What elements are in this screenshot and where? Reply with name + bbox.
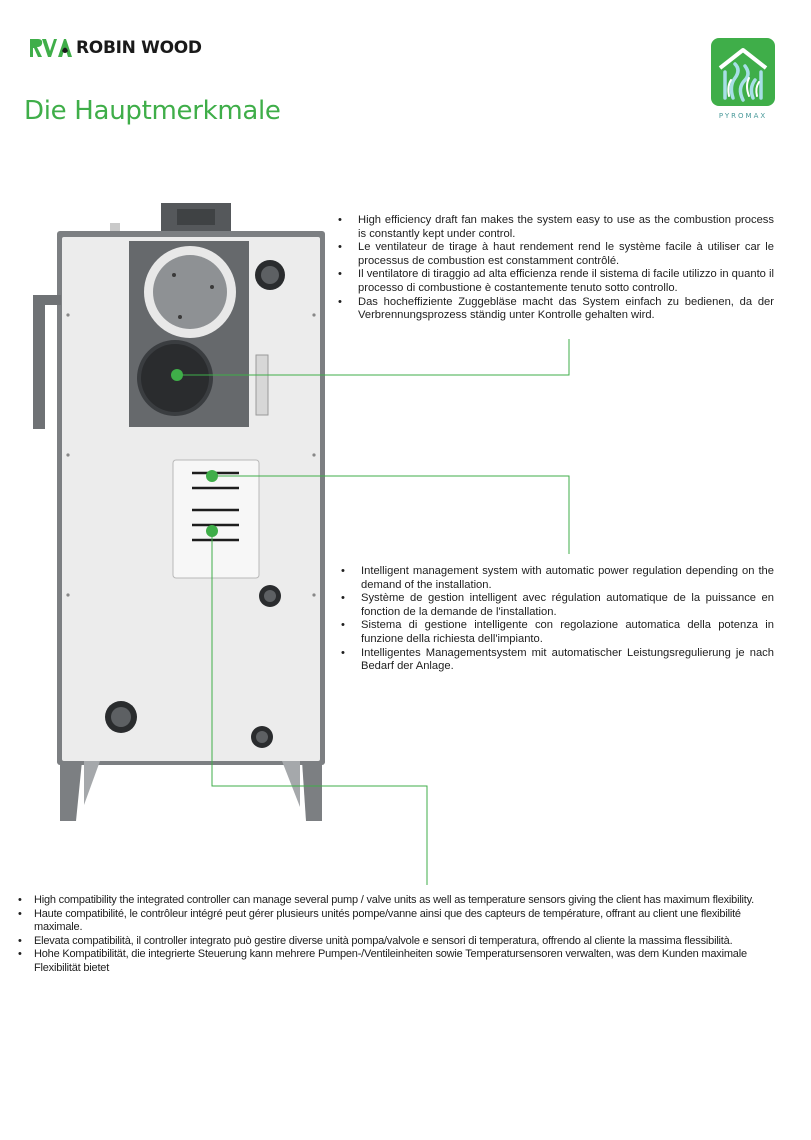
robin-wood-logo [28, 34, 202, 62]
controller-box [173, 460, 259, 578]
leg-right [302, 761, 322, 821]
list-item: • Elevata compatibilità, il controller integrato può gestire diverse unità pompa/valvole e sensori di temperatura, offrendo al cliente la massima flessibilità. [18, 934, 733, 947]
list-item: • Intelligentes Managementsystem mit automatischer Leistungsregulierung je nach Bedarf der Anlage. [341, 646, 774, 673]
fan-feature-list [334, 214, 774, 323]
list-item: • Sistema di gestione intelligente con regolazione automatica della potenza in funzione della richiesta dell'impianto. [341, 619, 774, 645]
list-item: • High efficiency draft fan makes the system easy to use as the combustion process is constantly kept under control. [338, 214, 774, 240]
robin-wood-mark-icon [28, 35, 72, 61]
page-title: Die Hauptmerkmale [24, 96, 281, 126]
pyromax-logo-icon [711, 38, 775, 120]
brand-name: ROBIN WOOD [76, 38, 202, 58]
leg-left [60, 761, 82, 821]
list-item: • Das hocheffiziente Zuggebläse macht das System einfach zu bedienen, da der Verbrennungsprozess ständig unter Kontrolle gehalten wird. [338, 295, 774, 322]
list-item: • High compatibility the integrated controller can manage several pump / valve units as well as temperature sensors giving the client has maximum flexibility. [18, 894, 755, 906]
list-item: • Système de gestion intelligent avec régulation automatique de la puissance en fonction de la demande de l'installation. [341, 592, 774, 618]
pyromax-label: PYROMAX [718, 112, 768, 120]
list-item: • Le ventilateur de tirage à haut rendement rend le système facile à utiliser car le processus de combustion est constamment contrôlé. [338, 241, 774, 267]
list-item: • Hohe Kompatibilität, die integrierte Steuerung kann mehrere Pumpen-/Ventileinheiten sowie Temperatursensoren verwalten, was dem Kunden maximale Flexibilität bietet [18, 948, 747, 974]
management-feature-list [337, 565, 774, 674]
list-item: • Il ventilatore di tiraggio ad alta efficienza rende il sistema di facile utilizzo in quanto il processo di combustione è costantemente tenuto sotto controllo. [338, 268, 774, 294]
side-pipe [33, 303, 45, 429]
list-item: • Intelligent management system with automatic power regulation depending on the demand of the installation. [341, 565, 774, 591]
compatibility-feature-list [14, 894, 774, 976]
boiler-illustration [20, 195, 360, 825]
list-item: • Haute compatibilité, le contrôleur intégré peut gérer plusieurs unités pompe/vanne ainsi que des capteurs de température, offrant au client une flexibilité maximale. [18, 907, 741, 934]
